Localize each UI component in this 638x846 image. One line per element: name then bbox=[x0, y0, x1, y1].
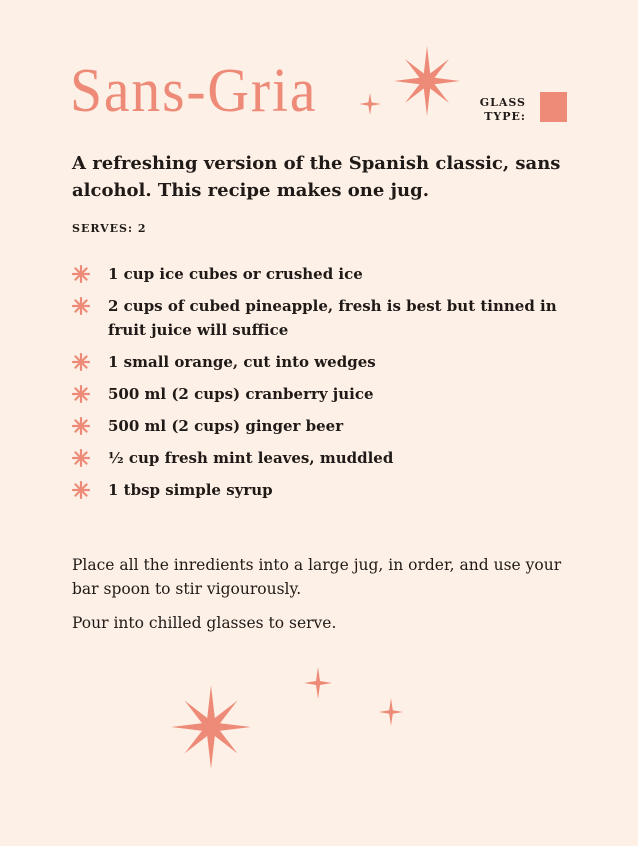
ingredient-text: 500 ml (2 cups) ginger beer bbox=[108, 417, 344, 435]
asterisk-sparkle-icon bbox=[72, 265, 90, 283]
ingredient-item bbox=[72, 350, 592, 374]
large-star-icon bbox=[393, 45, 461, 117]
asterisk-sparkle-icon bbox=[72, 449, 90, 467]
glass-type-icon bbox=[540, 92, 567, 122]
ingredient-item bbox=[72, 414, 592, 438]
small-sparkle-icon bbox=[303, 666, 333, 700]
large-star-icon bbox=[170, 684, 252, 770]
small-sparkle-icon bbox=[358, 92, 382, 116]
method-step: Place all the inredients into a large jug, in order, and use your bar spoon to stir vigourously. bbox=[72, 556, 562, 598]
ingredient-text: ½ cup fresh mint leaves, muddled bbox=[108, 449, 394, 467]
asterisk-sparkle-icon bbox=[72, 385, 90, 403]
ingredient-item bbox=[72, 262, 592, 286]
glass-type-label-line2: TYPE: bbox=[484, 110, 526, 123]
method-section bbox=[72, 553, 582, 645]
ingredient-text: 500 ml (2 cups) cranberry juice bbox=[108, 385, 374, 403]
ingredient-text: 1 tbsp simple syrup bbox=[108, 481, 273, 499]
asterisk-sparkle-icon bbox=[72, 297, 90, 315]
asterisk-sparkle-icon bbox=[72, 353, 90, 371]
glass-type-label-line1: GLASS bbox=[479, 96, 526, 109]
small-sparkle-icon bbox=[378, 697, 404, 727]
recipe-intro: A refreshing version of the Spanish classic, sans alcohol. This recipe makes one jug. bbox=[72, 153, 561, 201]
ingredient-item bbox=[72, 294, 592, 342]
recipe-title: Sans-Gria bbox=[70, 57, 318, 125]
asterisk-sparkle-icon bbox=[72, 417, 90, 435]
ingredient-text: 2 cups of cubed pineapple, fresh is best but tinned in fruit juice will suffice bbox=[108, 297, 557, 339]
ingredient-text: 1 small orange, cut into wedges bbox=[108, 353, 376, 371]
ingredient-text: 1 cup ice cubes or crushed ice bbox=[108, 265, 363, 283]
ingredient-item bbox=[72, 446, 592, 470]
method-step: Pour into chilled glasses to serve. bbox=[72, 614, 337, 632]
glass-type-label bbox=[470, 96, 526, 124]
ingredient-item bbox=[72, 478, 592, 502]
serves-label: SERVES: 2 bbox=[72, 222, 147, 235]
ingredient-item bbox=[72, 382, 592, 406]
ingredient-list bbox=[72, 262, 592, 510]
asterisk-sparkle-icon bbox=[72, 481, 90, 499]
